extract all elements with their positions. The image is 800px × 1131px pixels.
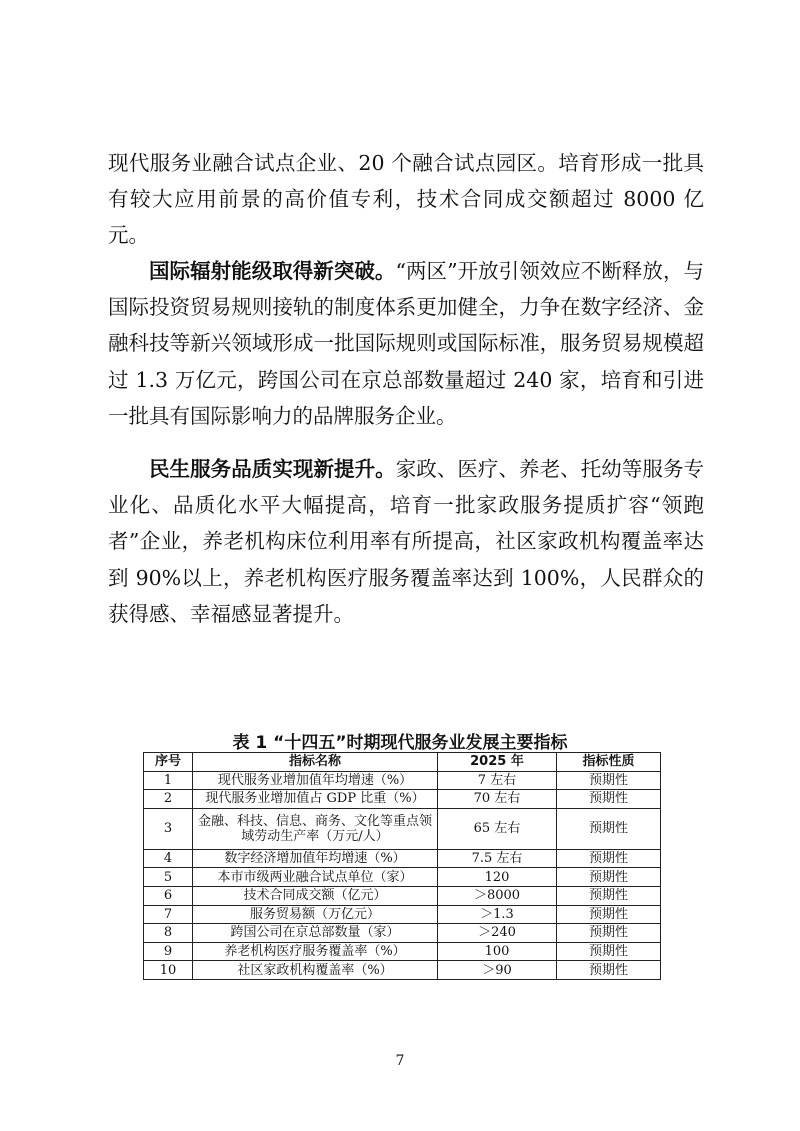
- cell-2025: ＞1.3: [438, 905, 557, 924]
- cell-index: 8: [144, 924, 193, 943]
- table-row: [144, 771, 661, 790]
- paragraph-3-lead: 民生服务品质实现新提升。: [149, 457, 396, 481]
- paragraph-1-text: 现代服务业融合试点企业、20 个融合试点园区。培育形成一批具有较大应用前景的高价值专利，技术合同成交额超过 8000 亿元。: [108, 151, 704, 248]
- header-nature: 指标性质: [557, 753, 661, 772]
- cell-2025: ＞240: [438, 924, 557, 943]
- cell-indicator: 养老机构医疗服务覆盖率（%）: [193, 942, 438, 961]
- cell-nature: 预期性: [557, 771, 661, 790]
- cell-indicator: 现代服务业增加值占 GDP 比重（%）: [193, 790, 438, 809]
- cell-nature: 预期性: [557, 849, 661, 868]
- cell-indicator: 跨国公司在京总部数量（家）: [193, 924, 438, 943]
- table-row: [144, 790, 661, 809]
- cell-index: 7: [144, 905, 193, 924]
- table-row: [144, 808, 661, 849]
- table-row: [144, 886, 661, 905]
- table-row: [144, 924, 661, 943]
- cell-2025: 120: [438, 868, 557, 887]
- cell-2025: 7 左右: [438, 771, 557, 790]
- paragraph-2-text: “两区”开放引领效应不断释放，与国际投资贸易规则接轨的制度体系更加健全，力争在数字经济、金融科技等新兴领域形成一批国际规则或国际标准，服务贸易规模超过 1.3 万亿元，跨国公司在京总部数量超过 240 家，培育和引进一批具有国际影响力的品牌服务企业。: [108, 259, 705, 428]
- cell-indicator: 技术合同成交额（亿元）: [193, 886, 438, 905]
- cell-nature: 预期性: [557, 790, 661, 809]
- cell-nature: 预期性: [557, 808, 661, 849]
- cell-nature: 预期性: [557, 868, 661, 887]
- cell-nature: 预期性: [557, 905, 661, 924]
- cell-indicator: 金融、科技、信息、商务、文化等重点领域劳动生产率（万元/人）: [193, 808, 438, 849]
- paragraph-1: [108, 145, 704, 254]
- cell-index: 6: [144, 886, 193, 905]
- cell-index: 4: [144, 849, 193, 868]
- cell-nature: 预期性: [557, 961, 661, 980]
- cell-2025: ＞90: [438, 961, 557, 980]
- cell-index: 1: [144, 771, 193, 790]
- indicators-table: [143, 752, 661, 980]
- cell-2025: 7.5 左右: [438, 849, 557, 868]
- paragraph-2: [108, 253, 704, 434]
- cell-indicator: 社区家政机构覆盖率（%）: [193, 961, 438, 980]
- cell-2025: ＞8000: [438, 886, 557, 905]
- header-index: 序号: [144, 753, 193, 772]
- cell-2025: 70 左右: [438, 790, 557, 809]
- cell-indicator: 现代服务业增加值年均增速（%）: [193, 771, 438, 790]
- cell-index: 5: [144, 868, 193, 887]
- cell-index: 9: [144, 942, 193, 961]
- cell-nature: 预期性: [557, 942, 661, 961]
- cell-indicator: 本市市级两业融合试点单位（家）: [193, 868, 438, 887]
- table-row: [144, 961, 661, 980]
- page-number: 7: [395, 1053, 405, 1069]
- paragraph-2-lead: 国际辐射能级取得新突破。: [149, 259, 396, 283]
- table-row: [144, 849, 661, 868]
- header-2025: 2025 年: [438, 753, 557, 772]
- cell-nature: 预期性: [557, 886, 661, 905]
- paragraph-3: [108, 451, 704, 632]
- paragraph-3-text: 家政、医疗、养老、托幼等服务专业化、品质化水平大幅提高，培育一批家政服务提质扩容“领跑者”企业，养老机构床位利用率有所提高，社区家政机构覆盖率达到 90%以上，养老机构医疗服务覆盖率达到 100%，人民群众的获得感、幸福感显著提升。: [108, 457, 705, 626]
- header-indicator: 指标名称: [193, 753, 438, 772]
- cell-2025: 65 左右: [438, 808, 557, 849]
- cell-nature: 预期性: [557, 924, 661, 943]
- table-header-row: [144, 753, 661, 772]
- cell-index: 2: [144, 790, 193, 809]
- table-row: [144, 905, 661, 924]
- table-row: [144, 942, 661, 961]
- cell-2025: 100: [438, 942, 557, 961]
- table-title: 表 1 “十四五”时期现代服务业发展主要指标: [232, 733, 568, 753]
- cell-indicator: 数字经济增加值年均增速（%）: [193, 849, 438, 868]
- cell-index: 3: [144, 808, 193, 849]
- cell-indicator: 服务贸易额（万亿元）: [193, 905, 438, 924]
- table-row: [144, 868, 661, 887]
- cell-index: 10: [144, 961, 193, 980]
